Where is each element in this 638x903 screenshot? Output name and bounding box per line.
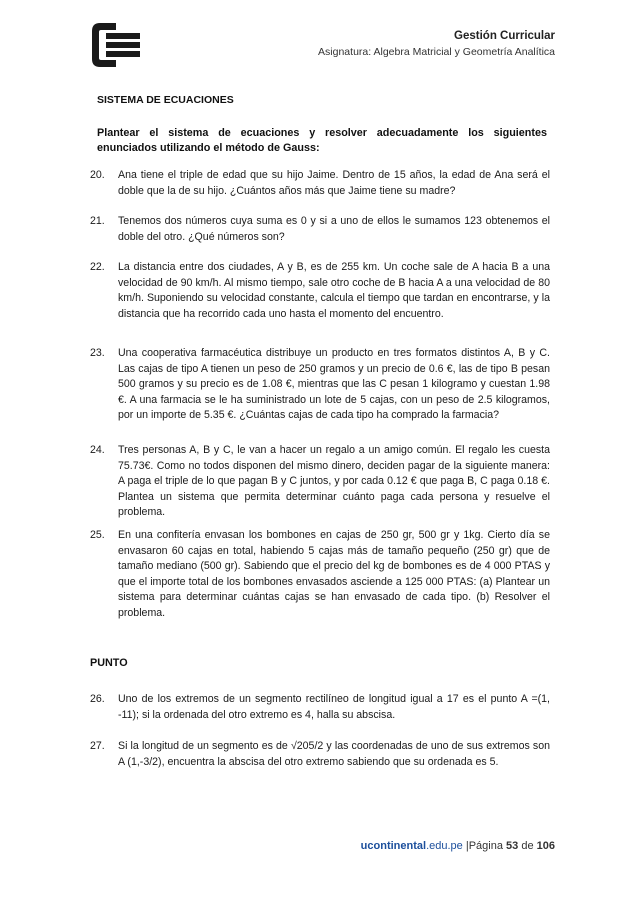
section-title: SISTEMA DE ECUACIONES	[97, 94, 234, 106]
exercise-text: Uno de los extremos de un segmento rectilíneo de longitud igual a 17 es el punto A =(1, -11); si la ordenada del otro extremo es 4, halla su abscisa.	[118, 693, 550, 721]
section-title-punto: PUNTO	[90, 657, 128, 669]
exercise-item	[90, 692, 550, 723]
instructions-text: Plantear el sistema de ecuaciones y resolver adecuadamente los siguientes enunciados utilizando el método de Gauss:	[97, 127, 547, 154]
footer-brand: ucontinental	[360, 840, 427, 852]
footer-page-word: Página	[468, 840, 503, 852]
exercise-text: Tres personas A, B y C, le van a hacer un regalo a un amigo común. El regalo les cuesta 75.73€. Como no todos disponen del mismo dinero, deciden pagar de la siguiente manera: A paga el triple de lo que pagan B y C juntos, y por cada 0.12 € que paga B, C paga 0.18 €. Plantea un sistema que permita determinar cuánto paga cada persona y resuelve el problema.	[118, 444, 550, 518]
footer-page-number: 53	[506, 840, 519, 852]
footer-domain: .edu.pe	[426, 840, 463, 852]
header-title: Gestión Curricular	[454, 30, 555, 42]
exercise-item	[90, 739, 550, 770]
exercise-number: 23.	[90, 347, 105, 359]
exercise-number: 21.	[90, 215, 105, 227]
exercise-item	[90, 528, 550, 621]
ucontinental-logo-icon	[90, 21, 142, 69]
exercise-text: Una cooperativa farmacéutica distribuye un producto en tres formatos distintos A, B y C. Las cajas de tipo A tienen un peso de 250 gramos y un precio de 0.6 €, las de tipo B pesan 500 gramos y su precio es de 1.08 €, mientras que las C pesan 1 kilogramo y cuestan 1.98 €. A una farmacia se le ha suministrado un lote de 5 cajas, con un peso de 2.5 kilogramos, por un importe de 5.35 €. ¿Cuántas cajas de cada tipo ha comprado la farmacia?	[118, 347, 550, 421]
exercise-item	[90, 260, 550, 322]
exercise-item	[90, 214, 550, 245]
exercise-item	[90, 168, 550, 199]
exercise-text: Ana tiene el triple de edad que su hijo Jaime. Dentro de 15 años, la edad de Ana será el doble que la de su hijo. ¿Cuántos años más que Jaime tiene su madre?	[118, 169, 550, 197]
footer-total-pages: 106	[536, 840, 555, 852]
exercise-item	[90, 346, 550, 424]
footer-separator: |	[462, 840, 469, 852]
exercise-number: 26.	[90, 693, 105, 705]
exercise-number: 25.	[90, 529, 105, 541]
footer-of-word: de	[521, 840, 534, 852]
exercise-text: Tenemos dos números cuya suma es 0 y si a uno de ellos le sumamos 123 obtenemos el doble del otro. ¿Qué números son?	[118, 215, 550, 243]
exercise-text: Si la longitud de un segmento es de √205/2 y las coordenadas de uno de sus extremos son A (1,-3/2), encuentra la abscisa del otro extremo sabiendo que su ordenada es 5.	[118, 740, 550, 768]
exercise-number: 27.	[90, 740, 105, 752]
exercise-number: 24.	[90, 444, 105, 456]
exercise-number: 20.	[90, 169, 105, 181]
exercise-number: 22.	[90, 261, 105, 273]
header-subtitle: Asignatura: Algebra Matricial y Geometría Analítica	[318, 46, 555, 58]
page-footer	[361, 840, 555, 852]
exercise-text: La distancia entre dos ciudades, A y B, es de 255 km. Un coche sale de A hacia B a una velocidad de 90 km/h. Al mismo tiempo, sale otro coche de B hacia A a una velocidad de 80 km/h. Suponiendo su velocidad constante, calcula el tiempo que tardan en encontrarse, y la distancia que ha recorrido cada uno hasta el momento del encuentro.	[118, 261, 550, 320]
exercise-item	[90, 443, 550, 521]
exercise-text: En una confitería envasan los bombones en cajas de 250 gr, 500 gr y 1kg. Cierto día se envasaron 60 cajas en total, habiendo 5 cajas más de tamaño pequeño (250 gr) que de tamaño mediano (500 gr). Sabiendo que el precio del kg de bombones es de 4 000 PTAS y que el importe total de los bombones envasados asciende a 125 000 PTAS: (a) Plantear un sistema para determinar cuántas cajas se han envasado de cada tipo. (b) Resolver el problema.	[118, 529, 550, 619]
